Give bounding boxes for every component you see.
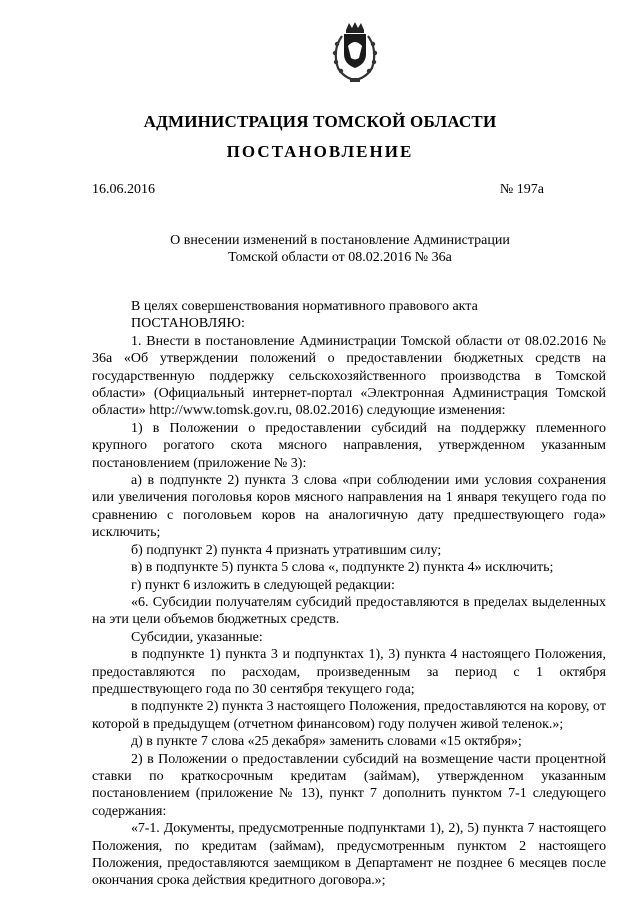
- paragraph: 1) в Положении о предоставлении субсидий на поддержку племенного крупного рогатого скота мясного направления, утвержденном указанным постановлением (приложение № 3):: [92, 420, 606, 471]
- organization-title: АДМИНИСТРАЦИЯ ТОМСКОЙ ОБЛАСТИ: [143, 112, 497, 131]
- paragraph: в подпункте 2) пункта 3 настоящего Положения, предоставляются на корову, от которой в предыдущем (отчетном финансовом) году получен живой теленок.»;: [92, 699, 606, 732]
- document-type: ПОСТАНОВЛЕНИЕ: [226, 142, 414, 161]
- paragraph: б) подпункт 2) пункта 4 признать утратившим силу;: [131, 542, 442, 558]
- paragraph: В целях совершенствования нормативного правового акта: [131, 299, 478, 314]
- paragraph: д) в пункте 7 слова «25 декабря» заменить словами «15 октября»;: [131, 734, 522, 750]
- paragraph: «6. Субсидии получателям субсидий предоставляются в пределах выделенных на эти цели объемов бюджетных средств.: [92, 594, 606, 628]
- document-date: 16.06.2016: [92, 182, 155, 197]
- document-subject: [150, 232, 530, 266]
- subject-line: Томской области от 08.02.2016 № 36а: [228, 250, 452, 265]
- paragraph: ПОСТАНОВЛЯЮ:: [131, 316, 245, 332]
- paragraph: в) в подпункте 5) пункта 5 слова «, подпункте 2) пункта 4» исключить;: [131, 560, 554, 576]
- paragraph: а) в подпункте 2) пункта 3 слова «при соблюдении ими условия сохранения или увеличения поголовья коров мясного направления на 1 января текущего года по сравнению с поголовьем коров на аналогичную дату предшествующего года» исключить;: [92, 473, 606, 541]
- paragraph: в подпункте 1) пункта 3 и подпунктах 1), 3) пункта 4 настоящего Положения, предоставляются по расходам, произведенным за период с 1 октября предшествующего года по 30 сентября текущего года;: [92, 647, 606, 697]
- document-number: № 197а: [499, 182, 544, 197]
- document-body: [92, 298, 606, 890]
- paragraph: г) пункт 6 изложить в следующей редакции:: [131, 577, 395, 593]
- paragraph: 1. Внести в постановление Администрации Томской области от 08.02.2016 № 36а «Об утверждении положений о предоставлении бюджетных средств на государственную поддержку сельскохозяйственного производства в Томской области» (Официальный интернет-портал «Электронная Администрация Томской области» http://www.tomsk.gov.ru, 08.02.2016) следующие изменения:: [92, 333, 606, 419]
- coat-of-arms-icon: [328, 20, 382, 84]
- subject-line: О внесении изменений в постановление Администрации: [170, 233, 510, 248]
- paragraph: 2) в Положении о предоставлении субсидий на возмещение части процентной ставки по краткосрочным кредитам (займам), утвержденном указанным постановлением (приложение № 13), пункт 7 дополнить пунктом 7-1 следующего содержания:: [92, 751, 606, 819]
- paragraph: Субсидии, указанные:: [131, 629, 263, 645]
- paragraph: «7-1. Документы, предусмотренные подпунктами 1), 2), 5) пункта 7 настоящего Положения, по кредитам (займам), предусмотренным пунктом 2 настоящего Положения, предоставляются заемщиком в Департамент не позднее 6 месяцев после окончания срока действия кредитного договора.»;: [92, 821, 606, 889]
